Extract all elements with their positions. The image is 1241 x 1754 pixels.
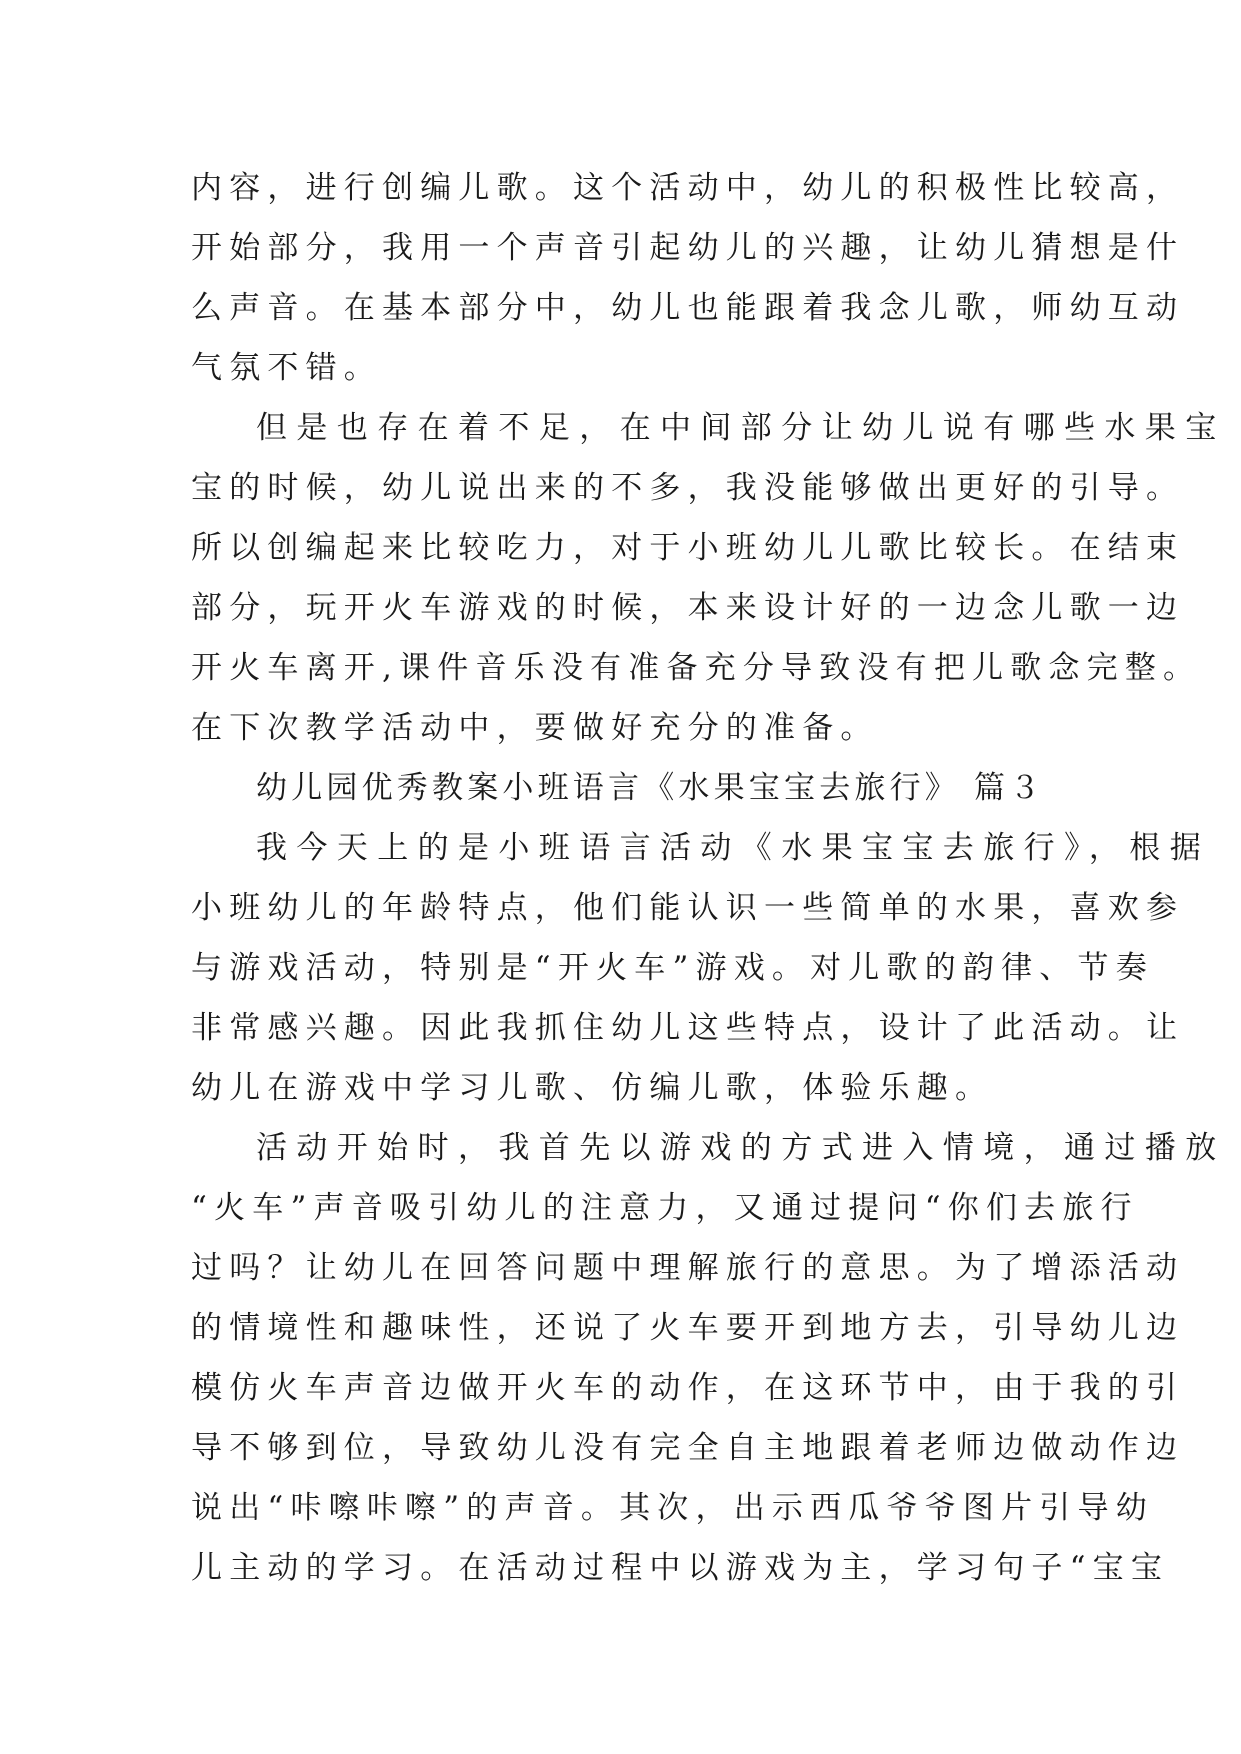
text-line: 导不够到位，导致幼儿没有完全自主地跟着老师边做动作边 [191,1430,1185,1466]
document-body [191,158,1226,1598]
text-line: 说出“咔嚓咔嚓”的声音。其次，出示西瓜爷爷图片引导幼 [191,1490,1154,1526]
text-line: 开始部分，我用一个声音引起幼儿的兴趣，让幼儿猜想是什 [191,230,1185,266]
text-line: “火车”声音吸引幼儿的注意力，又通过提问“你们去旅行 [191,1190,1139,1226]
paragraph-start-line: 我今天上的是小班语言活动《水果宝宝去旅行》，根据 [256,830,1211,866]
text-line: 的情境性和趣味性，还说了火车要开到地方去，引导幼儿边 [191,1310,1185,1346]
text-line: 内容，进行创编儿歌。这个活动中，幼儿的积极性比较高， [191,170,1185,206]
text-line: 宝的时候，幼儿说出来的不多，我没能够做出更好的引导。 [191,470,1185,506]
text-line: 模仿火车声音边做开火车的动作，在这环节中，由于我的引 [191,1370,1185,1406]
text-line: 非常感兴趣。因此我抓住幼儿这些特点，设计了此活动。让 [191,1010,1185,1046]
text-line: 气氛不错。 [191,350,382,386]
paragraph-start-line: 但是也存在着不足，在中间部分让幼儿说有哪些水果宝 [256,410,1226,446]
section-heading: 幼儿园优秀教案小班语言《水果宝宝去旅行》 篇３ [256,770,1045,806]
text-line: 么声音。在基本部分中，幼儿也能跟着我念儿歌，师幼互动 [191,290,1185,326]
text-line: 幼儿在游戏中学习儿歌、仿编儿歌，体验乐趣。 [191,1070,994,1106]
text-line: 部分，玩开火车游戏的时候，本来设计好的一边念儿歌一边 [191,590,1185,626]
text-line: 儿主动的学习。在活动过程中以游戏为主，学习句子“宝宝 [191,1550,1170,1586]
text-line: 与游戏活动，特别是“开火车”游戏。对儿歌的韵律、节奏 [191,950,1154,986]
text-line: 开火车离开,课件音乐没有准备充分导致没有把儿歌念完整。 [191,650,1202,686]
text-line: 过吗？让幼儿在回答问题中理解旅行的意思。为了增添活动 [191,1250,1185,1286]
text-line: 所以创编起来比较吃力，对于小班幼儿儿歌比较长。在结束 [191,530,1185,566]
text-line: 小班幼儿的年龄特点，他们能认识一些简单的水果，喜欢参 [191,890,1185,926]
text-line: 在下次教学活动中，要做好充分的准备。 [191,710,879,746]
paragraph-start-line: 活动开始时，我首先以游戏的方式进入情境，通过播放 [256,1130,1226,1166]
